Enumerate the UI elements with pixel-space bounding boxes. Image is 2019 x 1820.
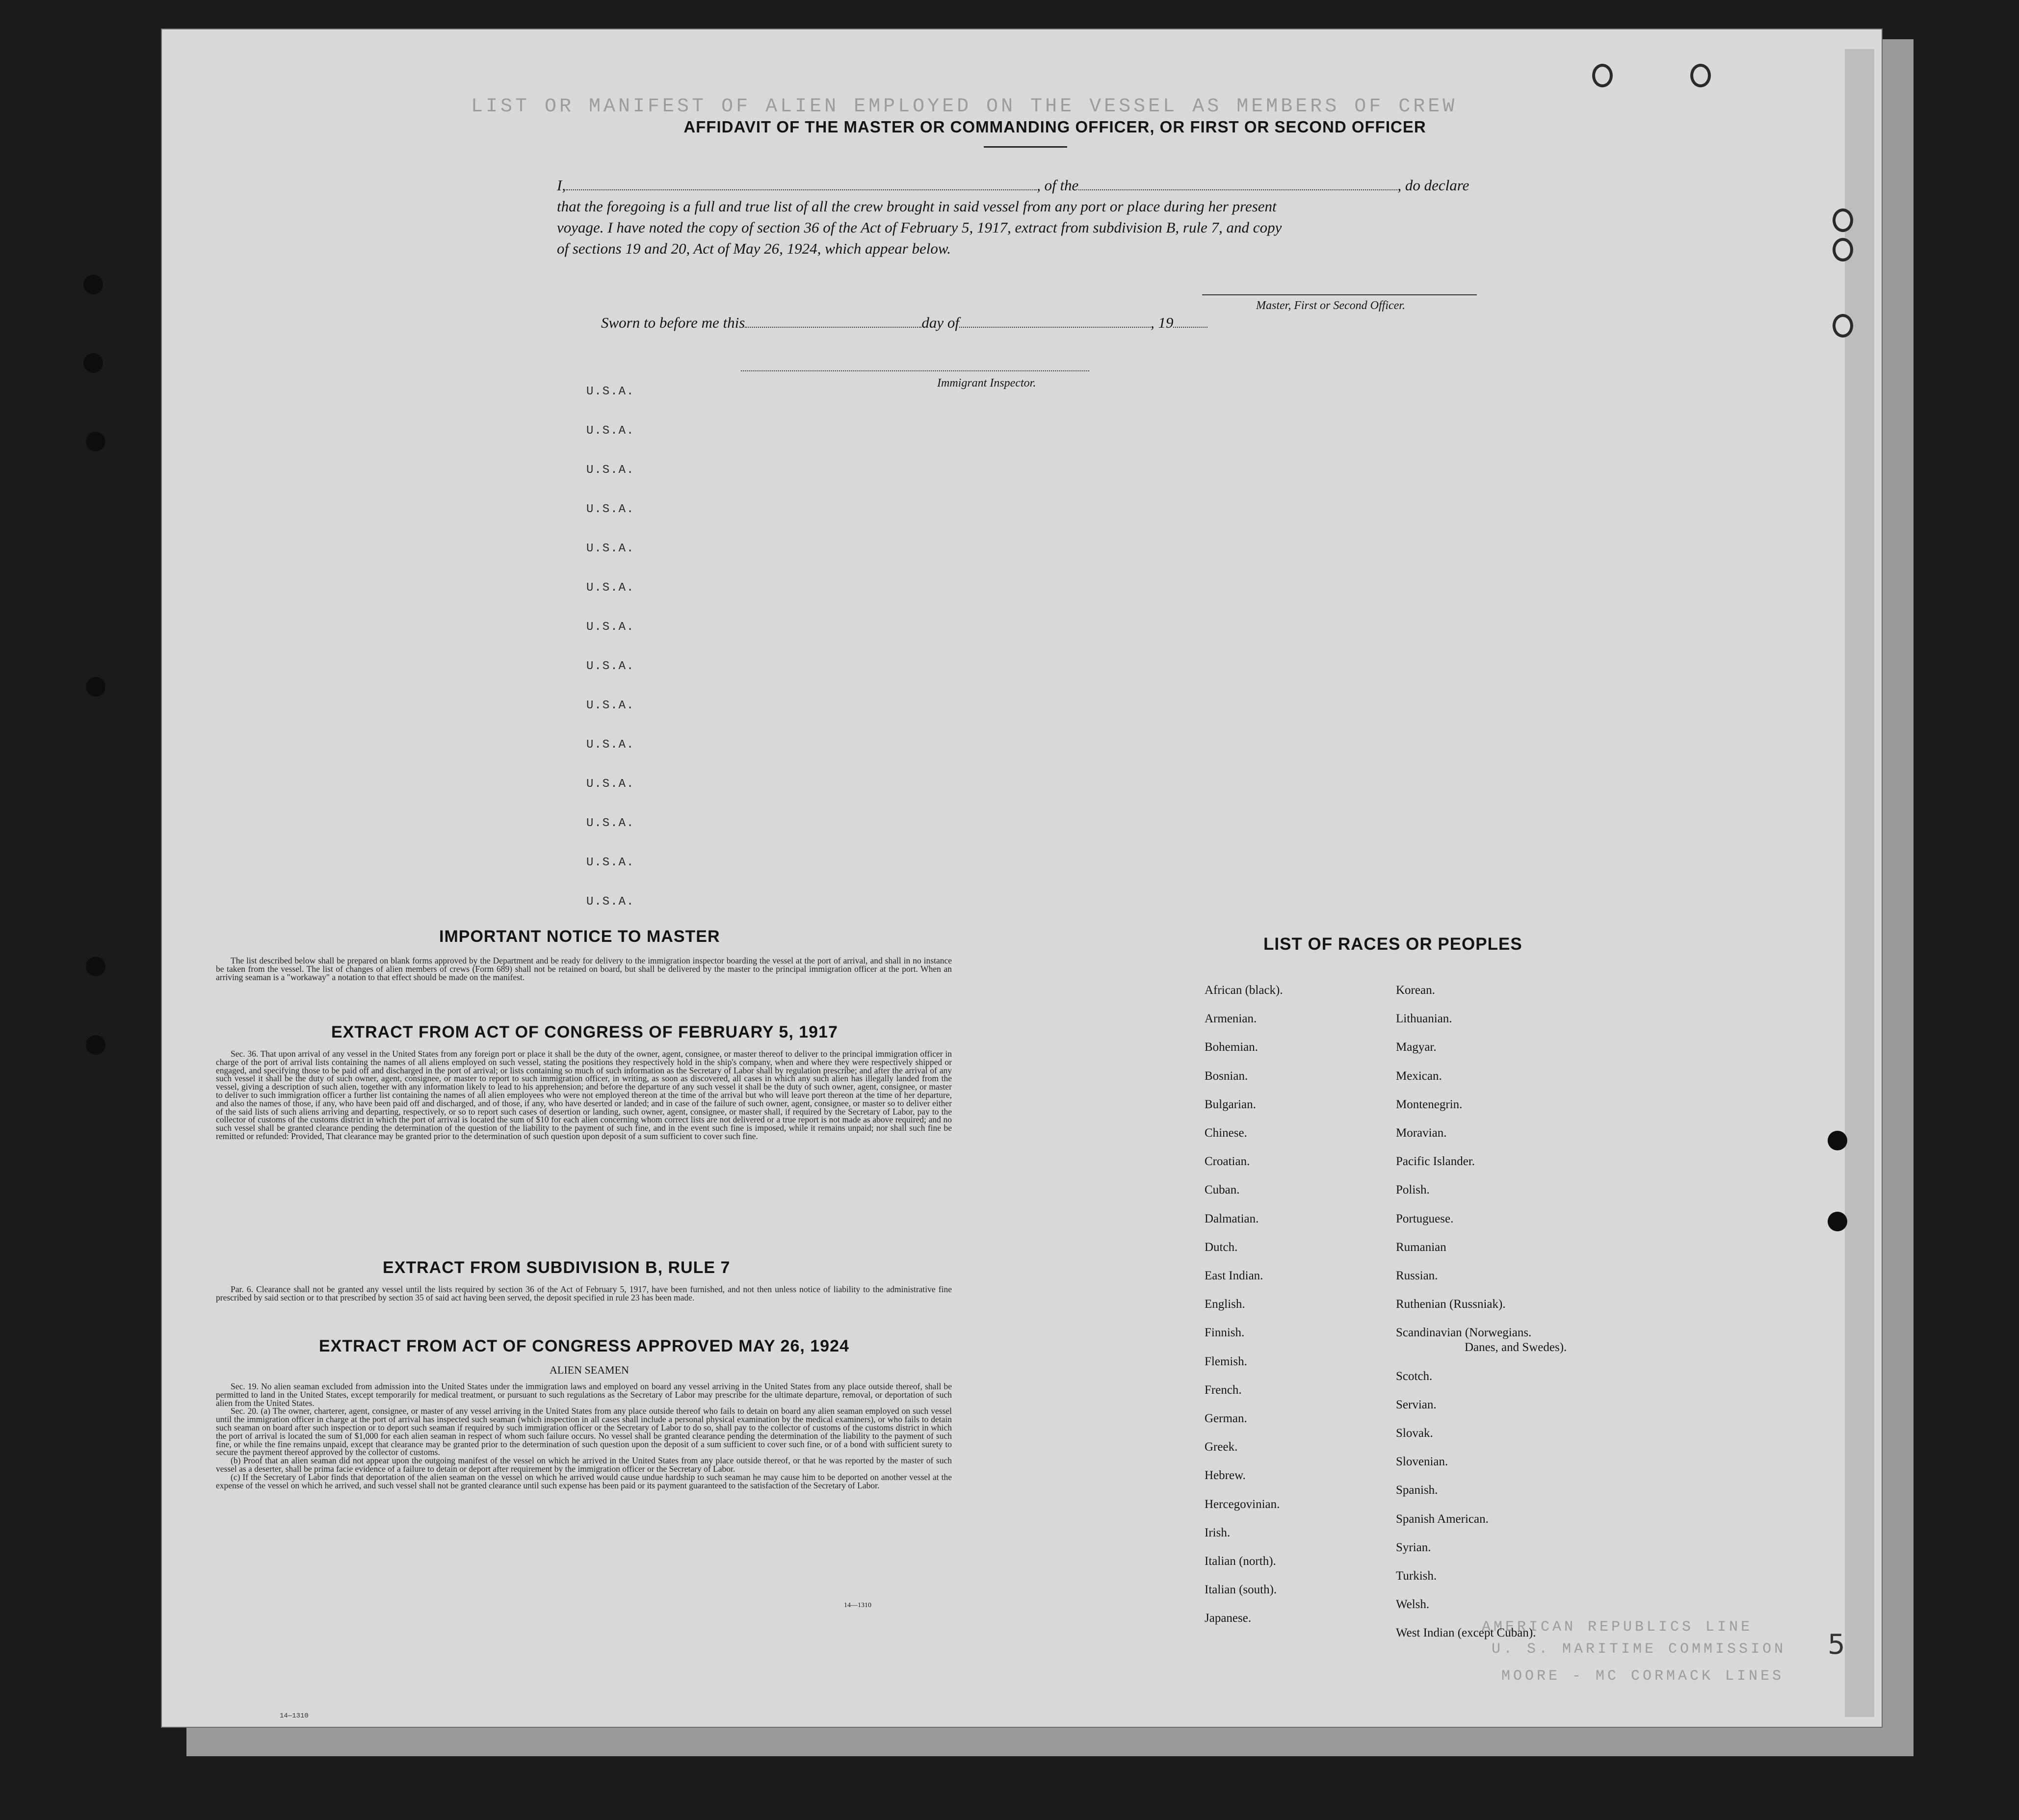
row-mark: U.S.A. bbox=[586, 895, 635, 909]
left-race-item: Bohemian. bbox=[1205, 1040, 1259, 1054]
section-20a-paragraph: Sec. 20. (a) The owner, charterer, agent, consignee, or master of any vessel arriving in the United States from any place outside thereof who fails to detain on board any alien seaman employed on such vessel until the immigration officer in charge at the port of arrival has inspected such seaman (which inspection in all cases shall include a personal physical examination by the medical examiners), or who fails to detain such seaman on board after such inspection or to deport such seaman if required by such immigration officer or the Secretary of Labor to do so, shall pay to the collector of customs of the customs district in which the port of arrival is located the sum of $1,000 for each alien seaman in respect of whom such failure occurs. No vessel shall be granted clearance pending the determination of the liability to the payment of such fine, or while the fine remains unpaid, except that clearance may be granted prior to the determination of such question upon the deposit of a sum sufficient to cover such fine, or of a bond with sufficient surety to secure the payment thereof approved by the collector of customs. bbox=[216, 1406, 952, 1457]
extract-1917-text bbox=[216, 1050, 952, 1141]
left-race-item: German. bbox=[1205, 1412, 1247, 1425]
binder-hole bbox=[86, 677, 105, 697]
row-mark: U.S.A. bbox=[586, 503, 635, 516]
left-race-item: Finnish. bbox=[1205, 1326, 1245, 1340]
right-race-item: Russian. bbox=[1396, 1269, 1438, 1282]
left-race-item: French. bbox=[1205, 1383, 1242, 1397]
row-mark: U.S.A. bbox=[586, 581, 635, 595]
right-race-item: Slovenian. bbox=[1396, 1455, 1448, 1469]
affidavit-text: I, bbox=[557, 177, 566, 194]
binder-hole bbox=[86, 1035, 105, 1055]
notice-title: IMPORTANT NOTICE TO MASTER bbox=[439, 927, 720, 946]
right-race-item: Scandinavian (Norwegians. bbox=[1396, 1326, 1532, 1340]
left-race-item: Bulgarian. bbox=[1205, 1097, 1256, 1111]
left-race-item: Japanese. bbox=[1205, 1612, 1252, 1625]
binder-hole bbox=[1828, 1131, 1847, 1150]
left-race-item: Italian (north). bbox=[1205, 1555, 1276, 1568]
bleed-footer: AMERICAN REPUBLICS LINE bbox=[1482, 1619, 1753, 1636]
binder-hole bbox=[86, 432, 105, 451]
extract-1924-title: EXTRACT FROM ACT OF CONGRESS APPROVED MAY 26, 1924 bbox=[319, 1337, 849, 1355]
subdivision-b-title: EXTRACT FROM SUBDIVISION B, RULE 7 bbox=[383, 1258, 731, 1277]
right-race-item: West Indian (except Cuban). bbox=[1396, 1626, 1536, 1640]
right-race-item: Montenegrin. bbox=[1396, 1097, 1463, 1111]
row-mark: U.S.A. bbox=[586, 738, 635, 752]
bleed-footer: MOORE - MC CORMACK LINES bbox=[1501, 1668, 1784, 1685]
vessel-blank bbox=[1078, 177, 1397, 190]
notice-text bbox=[216, 957, 952, 981]
day-blank bbox=[745, 314, 921, 328]
right-race-item: Pacific Islander. bbox=[1396, 1155, 1475, 1169]
right-race-item: Rumanian bbox=[1396, 1240, 1446, 1254]
sworn-line bbox=[601, 314, 1207, 332]
left-race-item: Chinese. bbox=[1205, 1126, 1247, 1140]
left-race-item: African (black). bbox=[1205, 984, 1283, 997]
right-race-item: Spanish American. bbox=[1396, 1512, 1489, 1526]
left-race-item: Flemish. bbox=[1205, 1354, 1247, 1368]
right-race-item: Slovak. bbox=[1396, 1427, 1433, 1440]
row-mark: U.S.A. bbox=[586, 464, 635, 477]
row-mark: U.S.A. bbox=[586, 542, 635, 555]
row-mark: U.S.A. bbox=[586, 699, 635, 712]
row-mark: U.S.A. bbox=[586, 778, 635, 791]
right-race-item: Turkish. bbox=[1396, 1569, 1437, 1583]
extract-1917-paragraph: Sec. 36. That upon arrival of any vessel in the United States from any foreign port or place it shall be the duty of the owner, agent, consignee, or master thereof to deliver to the principal immigration officer in charge of the port of arrival lists containing the names of all aliens employed on such vessel, stating the positions they respectively hold in the ship's company, when and where they were respectively shipped or engaged, and specifying those to be paid off and discharged in the port of arrival; or lists containing so much of such information as the Secretary of Labor shall by regulation prescribe; and after the arrival of any such vessel it shall be the duty of such owner, agent, consignee, or master to report to such immigration officer, in writing, as soon as discovered, all cases in which any such alien has illegally landed from the vessel, giving a description of such alien, together with any information likely to lead to his apprehension; and before the departure of any such vessel it shall be the duty of such owner, agent, consignee, or master to deliver to such immigration officer a further list containing the names of all alien employees who were not employed thereon at the time of the arrival but who will leave port thereon at the time of her departure, and also the names of those, if any, who have been paid off and discharged, and of those, if any, who have deserted or landed; and in case of the failure of such owner, agent, consignee, or master so to deliver either of the said lists of such aliens arriving and departing, respectively, or so to report such cases of desertion or landing, such owner, agent, consignee, or master shall, if required by the Secretary of Labor, pay to the collector of customs of the customs district in which the port of arrival is located the sum of $10 for each alien concerning whom correct lists are not delivered or a true report is not made as above required; and no such vessel shall be granted clearance pending the determination of the question of the liability to the payment of such fine, and in the event such fine is imposed, while it remains unpaid; nor shall such fine be remitted or refunded: Provided, That clearance may be granted prior to the determination of such question upon deposit of a sum sufficient to cover such fine. bbox=[216, 1049, 952, 1141]
right-race-item: Ruthenian (Russniak). bbox=[1396, 1298, 1506, 1311]
binder-ring bbox=[1833, 314, 1853, 338]
bottom-form-number: 14—1310 bbox=[280, 1712, 309, 1720]
master-label: Master, First or Second Officer. bbox=[1256, 299, 1405, 312]
binder-hole bbox=[83, 353, 103, 373]
left-race-item: Cuban. bbox=[1205, 1183, 1240, 1197]
subdivision-b-paragraph: Par. 6. Clearance shall not be granted any vessel until the lists required by section 36 of the Act of February 5, 1917, have been furnished, and not then unless notice of liability to the administrative fine prescribed by said section or to that prescribed by section 35 of said act having been served, the deposit specified in rule 23 has been made. bbox=[216, 1284, 952, 1302]
right-race-item: Lithuanian. bbox=[1396, 1012, 1452, 1026]
binder-hole bbox=[86, 957, 105, 976]
left-race-item: Dalmatian. bbox=[1205, 1212, 1259, 1225]
right-race-item: Polish. bbox=[1396, 1183, 1430, 1197]
alien-seamen-subtitle: ALIEN SEAMEN bbox=[550, 1364, 629, 1376]
title-rule bbox=[984, 146, 1067, 148]
affidavit-text: , do declare bbox=[1397, 177, 1469, 194]
left-race-item: Italian (south). bbox=[1205, 1583, 1277, 1597]
row-mark: U.S.A. bbox=[586, 856, 635, 869]
extract-1924-text bbox=[216, 1382, 952, 1489]
year-blank bbox=[1173, 314, 1207, 328]
notice-paragraph: The list described below shall be prepared on blank forms approved by the Department and be ready for delivery to the immigration inspector boarding the vessel at the port of arrival, and shall in no instance be taken from the vessel. The list of changes of alien members of crews (Form 689) shall not be retained on board, but shall be delivered by the master to the principal immigration officer at the port. When an arriving seaman is a "workaway" a notation to that effect should be made on the manifest. bbox=[216, 956, 952, 982]
right-race-item: Mexican. bbox=[1396, 1069, 1442, 1083]
inspector-label: Immigrant Inspector. bbox=[937, 377, 1036, 390]
row-mark: U.S.A. bbox=[586, 424, 635, 438]
subdivision-b-text bbox=[216, 1285, 952, 1302]
binder-hole bbox=[1828, 1212, 1847, 1231]
binder-ring bbox=[1833, 208, 1853, 232]
binder-ring bbox=[1833, 238, 1853, 261]
handwritten-page-number: 5 bbox=[1828, 1629, 1845, 1661]
sworn-text: , 19 bbox=[1150, 314, 1174, 331]
row-mark: U.S.A. bbox=[586, 660, 635, 673]
right-race-item: Scotch. bbox=[1396, 1369, 1433, 1383]
sworn-text: day of bbox=[921, 314, 959, 331]
affidavit-text: , of the bbox=[1037, 177, 1079, 194]
left-race-item: Irish. bbox=[1205, 1526, 1231, 1539]
row-mark: U.S.A. bbox=[586, 621, 635, 634]
sworn-text: Sworn to before me this bbox=[601, 314, 745, 331]
affidavit-title: AFFIDAVIT OF THE MASTER OR COMMANDING OFFICER, OR FIRST OR SECOND OFFICER bbox=[683, 118, 1426, 136]
right-race-item: Danes, and Swedes). bbox=[1465, 1341, 1567, 1354]
left-race-item: Hebrew. bbox=[1205, 1469, 1246, 1482]
right-race-item: Portuguese. bbox=[1396, 1212, 1454, 1225]
section-20c-paragraph: (c) If the Secretary of Labor finds that deportation of the alien seaman on the vessel on which he arrived would cause undue hardship to such seaman he may cause him to be deported on another vessel at the expense of the vessel on which he arrived, and such vessel shall not be granted clearance until such expense has been paid or its payment guaranteed to the satisfaction of the Secretary of Labor. bbox=[216, 1472, 952, 1490]
row-mark: U.S.A. bbox=[586, 817, 635, 830]
affidavit-line-1 bbox=[557, 177, 1469, 194]
bleed-footer: U. S. MARITIME COMMISSION bbox=[1492, 1641, 1786, 1658]
right-race-item: Magyar. bbox=[1396, 1040, 1437, 1054]
affidavit-line-4: of sections 19 and 20, Act of May 26, 1924, which appear below. bbox=[557, 240, 951, 257]
binder-ring bbox=[1592, 64, 1613, 87]
right-race-item: Korean. bbox=[1396, 984, 1435, 997]
right-race-item: Servian. bbox=[1396, 1398, 1437, 1411]
left-race-item: Greek. bbox=[1205, 1440, 1238, 1454]
month-blank bbox=[959, 314, 1151, 328]
binder-hole bbox=[83, 275, 103, 294]
row-mark: U.S.A. bbox=[586, 385, 635, 398]
left-race-item: Bosnian. bbox=[1205, 1069, 1248, 1083]
left-race-item: Croatian. bbox=[1205, 1155, 1250, 1169]
right-race-item: Welsh. bbox=[1396, 1598, 1430, 1612]
left-race-item: Dutch. bbox=[1205, 1240, 1238, 1254]
left-race-item: East Indian. bbox=[1205, 1269, 1263, 1282]
inspector-signature-line bbox=[741, 370, 1089, 371]
races-title: LIST OF RACES OR PEOPLES bbox=[1263, 935, 1522, 954]
right-race-item: Syrian. bbox=[1396, 1540, 1431, 1554]
left-race-item: Armenian. bbox=[1205, 1012, 1257, 1026]
page-edge bbox=[1845, 49, 1874, 1717]
section-20b-paragraph: (b) Proof that an alien seaman did not appear upon the outgoing manifest of the vessel on which he arrived in the United States from any place outside thereof, or that he was reported by the master of such vessel as a deserter, shall be prima facie evidence of a failure to detain or deport after requirement by the immigration officer or the Secretary of Labor. bbox=[216, 1456, 952, 1474]
form-number: 14—1310 bbox=[844, 1602, 871, 1609]
section-19-paragraph: Sec. 19. No alien seaman excluded from admission into the United States under the immigration laws and employed on board any vessel arriving in the United States from any place outside thereof, shall be permitted to land in the United States, except temporarily for medical treatment, or pursuant to such regulations as the Secretary of Labor may prescribe for the ultimate departure, removal, or deportation of such alien from the United States. bbox=[216, 1381, 952, 1408]
binder-ring bbox=[1690, 64, 1711, 87]
name-blank bbox=[566, 177, 1037, 190]
left-race-item: Hercegovinian. bbox=[1205, 1497, 1280, 1511]
left-race-item: English. bbox=[1205, 1298, 1245, 1311]
affidavit-line-3: voyage. I have noted the copy of section 36 of the Act of February 5, 1917, extract from subdivision B, rule 7, and copy bbox=[557, 219, 1282, 236]
extract-1917-title: EXTRACT FROM ACT OF CONGRESS OF FEBRUARY 5, 1917 bbox=[331, 1023, 838, 1041]
master-signature-line bbox=[1202, 294, 1477, 295]
bleed-header: LIST OR MANIFEST OF ALIEN EMPLOYED ON THE VESSEL AS MEMBERS OF CREW bbox=[471, 96, 1458, 118]
affidavit-line-2: that the foregoing is a full and true list of all the crew brought in said vessel from any port or place during her present bbox=[557, 198, 1277, 215]
right-race-item: Spanish. bbox=[1396, 1483, 1438, 1497]
right-race-item: Moravian. bbox=[1396, 1126, 1447, 1140]
